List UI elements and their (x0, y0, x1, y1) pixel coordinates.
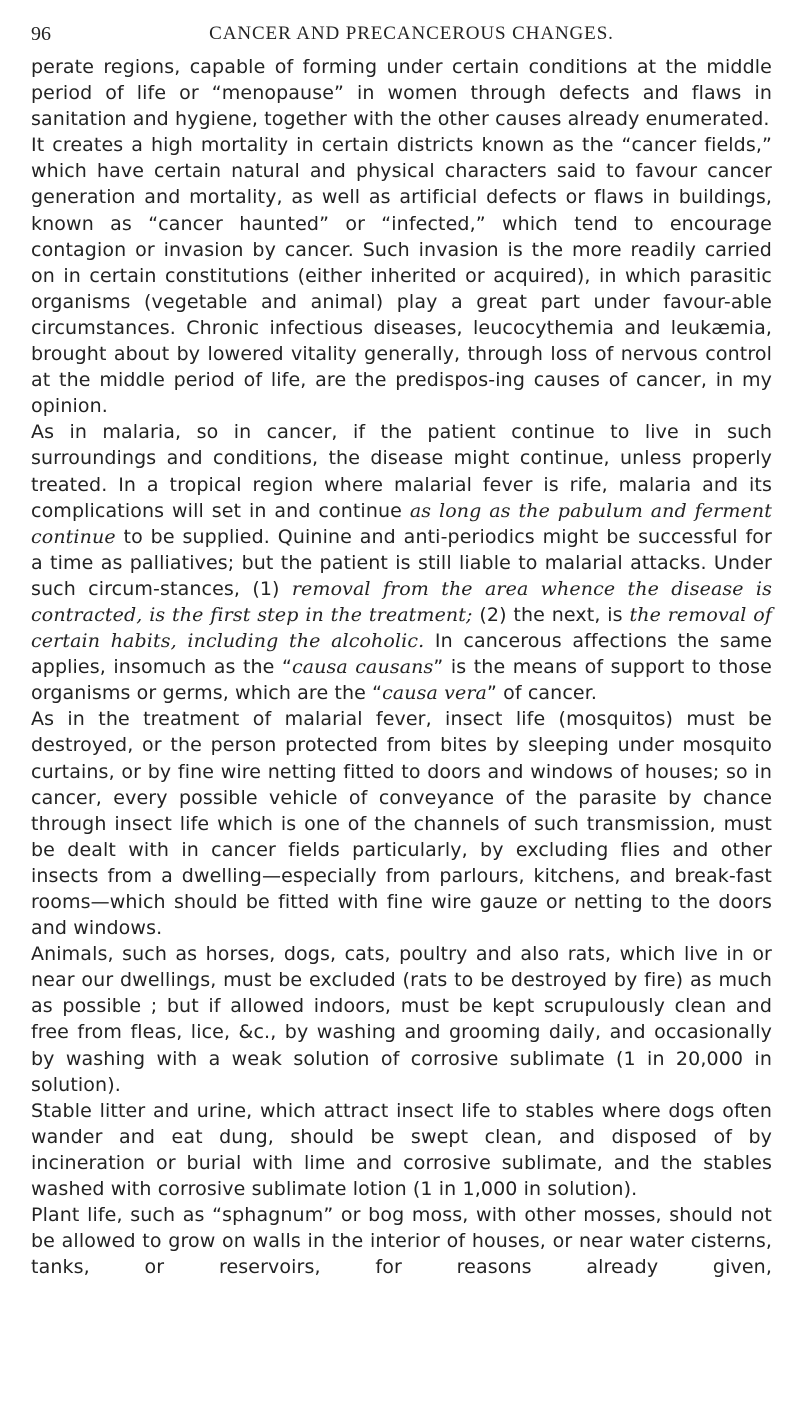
text-run: It creates a high mortality in certain districts known as the “cancer fields,” which have certain natural and physical characters said to favour cancer generation and mortality, as well as artificial defects or flaws in buildings, known as “cancer haunted” or “infected,” which tend to encourage contagion or invasion by cancer. Such invasion is the more readily carried on in certain constitutions (either inherited or acquired), in which parasitic organisms (vegetable and animal) play a great part under favour-able circumstances. Chronic infectious diseases, leucocythemia and leukæmia, brought about by lowered vitality generally, through loss of nervous control at the middle period of life, are the predispos-ing causes of cancer, in my opinion. (31, 134, 772, 418)
text-run: (2) the next, is (472, 603, 630, 626)
body-text (31, 54, 772, 1280)
text-run: Animals, such as horses, dogs, cats, poultry and also rats, which live in or near our dwellings, must be excluded (rats to be destroyed by fire) as much as possible ; but if allowed indoors, must be kept scrupulously clean and free from fleas, lice, &c., by washing and grooming daily, and occasionally by washing with a weak solution of corrosive sublimate (1 in 20,000 in solution). (31, 943, 772, 1096)
paragraph (31, 419, 772, 706)
paragraph (31, 706, 772, 941)
text-run: Plant life, such as “sphagnum” or bog moss, with other mosses, should not be allowed to grow on walls in the interior of houses, or near water cisterns, tanks, or reservoirs, for reasons already given, (31, 1204, 772, 1279)
italic-text: as long as the pabulum and ferment continue (31, 499, 772, 548)
text-run: As in malaria, so in cancer, if the patient continue to live in such surroundings and conditions, the disease might continue, unless properly treated. In a tropical region where malarial fever is rife, malaria and its complications will set in and continue (31, 421, 772, 522)
continued-paragraph (31, 54, 772, 132)
running-head (31, 16, 772, 52)
page-number: 96 (31, 23, 51, 45)
text-run: perate regions, capable of forming under certain conditions at the middle period of life or “menopause” in women through defects and flaws in sanitation and hygiene, together with the other causes already enumerated. (31, 56, 772, 131)
text-run: ” is the means of support to those organisms or germs, which are the “ (31, 656, 772, 705)
italic-text: causa causans (291, 656, 434, 679)
paragraph (31, 941, 772, 1098)
italic-text: removal from the area whence the disease is contracted, is the first step in the treatment; (31, 577, 772, 626)
running-title: CANCER AND PRECANCEROUS CHANGES. (209, 23, 614, 44)
italic-text: causa vera (382, 682, 488, 705)
text-run: As in the treatment of malarial fever, insect life (mosquitos) must be destroyed, or the person protected from bites by sleeping under mosquito curtains, or by fine wire netting fitted to doors and windows of houses; so in cancer, every possible vehicle of conveyance of the parasite by chance through insect life which is one of the channels of such transmission, must be dealt with in cancer fields particularly, by excluding flies and other insects from a dwelling—especially from parlours, kitchens, and break-fast rooms—which should be fitted with fine wire gauze or netting to the doors and windows. (31, 708, 772, 940)
text-run: In cancerous affections the same applies, insomuch as the “ (31, 630, 772, 679)
text-run: to be supplied. Quinine and anti-periodics might be successful for a time as palliatives; but the patient is still liable to malarial attacks. Under such circum-stances, (1) (31, 525, 772, 600)
italic-text: the removal of certain habits, including the alcoholic. (31, 603, 772, 653)
text-run: ” of cancer. (487, 682, 598, 705)
paragraph (31, 1202, 772, 1280)
paragraph (31, 1098, 772, 1202)
paragraph (31, 132, 772, 419)
text-run: Stable litter and urine, which attract insect life to stables where dogs often wander and eat dung, should be swept clean, and disposed of by incineration or burial with lime and corrosive sublimate, and the stables washed with corrosive sublimate lotion (1 in 1,000 in solution). (31, 1099, 772, 1201)
